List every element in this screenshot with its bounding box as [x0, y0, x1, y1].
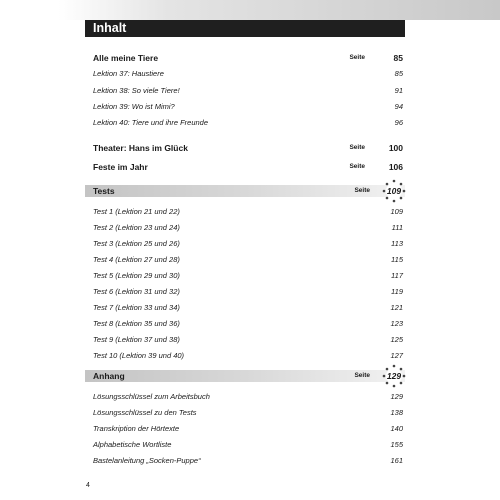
toc-page-number: 85: [394, 69, 403, 78]
toc-entry-title: Test 7 (Lektion 33 und 34): [93, 303, 180, 312]
toc-page-number: 113: [391, 239, 403, 248]
toc-page-number: 96: [394, 118, 403, 127]
toc-unit-feste[interactable]: [93, 160, 403, 174]
page-badge-tests: [382, 179, 406, 203]
toc-lesson-item[interactable]: [93, 116, 403, 130]
seite-label: Seite: [349, 144, 365, 151]
toc-entry-title: Alphabetische Wortliste: [93, 440, 172, 449]
toc-test-item[interactable]: [93, 221, 403, 235]
header-gradient-band: [58, 0, 500, 20]
toc-entry-title: Feste im Jahr: [93, 162, 148, 172]
seite-label: Seite: [354, 372, 370, 379]
toc-appendix-item[interactable]: [93, 454, 403, 468]
section-header-tests[interactable]: [85, 185, 405, 197]
toc-lesson-item[interactable]: [93, 100, 403, 114]
toc-test-item[interactable]: [93, 301, 403, 315]
toc-page-number: 109: [390, 207, 403, 216]
toc-page-number: 161: [390, 456, 403, 465]
toc-page-number: 123: [390, 319, 403, 328]
toc-appendix-item[interactable]: [93, 406, 403, 420]
toc-page-number: 115: [391, 255, 403, 264]
toc-page-number: 121: [390, 303, 403, 312]
toc-entry-title: Test 4 (Lektion 27 und 28): [93, 255, 180, 264]
toc-entry-title: Alle meine Tiere: [93, 53, 159, 63]
toc-entry-title: Lektion 40: Tiere und ihre Freunde: [93, 118, 209, 127]
section-page-number: 129: [386, 371, 402, 381]
toc-unit-alle-meine-tiere[interactable]: [93, 51, 403, 65]
toc-entry-title: Theater: Hans im Glück: [93, 143, 188, 153]
toc-appendix-item[interactable]: [93, 422, 403, 436]
section-title: Tests: [93, 186, 115, 196]
toc-entry-title: Test 1 (Lektion 21 und 22): [93, 207, 180, 216]
toc-entry-title: Transkription der Hörtexte: [93, 424, 180, 433]
section-page-number: 109: [386, 186, 402, 196]
toc-entry-title: Bastelanleitung „Socken-Puppe“: [93, 456, 201, 465]
toc-entry-title: Lösungsschlüssel zu den Tests: [93, 408, 197, 417]
toc-entry-title: Lektion 37: Haustiere: [93, 69, 164, 78]
section-title: Anhang: [93, 371, 125, 381]
toc-entry-title: Test 3 (Lektion 25 und 26): [93, 239, 180, 248]
toc-entry-title: Test 8 (Lektion 35 und 36): [93, 319, 180, 328]
toc-entry-title: Test 9 (Lektion 37 und 38): [93, 335, 180, 344]
toc-page-number: 117: [391, 271, 403, 280]
toc-entry-title: Lektion 38: So viele Tiere!: [93, 86, 180, 95]
section-header-anhang[interactable]: [85, 370, 405, 382]
toc-test-item[interactable]: [93, 237, 403, 251]
toc-lesson-item[interactable]: [93, 84, 403, 98]
toc-appendix-item[interactable]: [93, 390, 403, 404]
toc-page-number: 127: [390, 351, 403, 360]
toc-page-number: 111: [391, 223, 403, 232]
toc-page-number: 91: [394, 86, 403, 95]
toc-test-item[interactable]: [93, 317, 403, 331]
toc-test-item[interactable]: [93, 333, 403, 347]
toc-test-item[interactable]: [93, 285, 403, 299]
toc-entry-title: Test 10 (Lektion 39 und 40): [93, 351, 185, 360]
toc-page-number: 119: [391, 287, 403, 296]
toc-test-item[interactable]: [93, 253, 403, 267]
seite-label: Seite: [349, 54, 365, 61]
toc-page-number: 138: [390, 408, 403, 417]
page-badge-anhang: [382, 364, 406, 388]
toc-page-number: 85: [393, 53, 403, 63]
toc-appendix-item[interactable]: [93, 438, 403, 452]
toc-page-number: 106: [388, 162, 403, 172]
toc-test-item[interactable]: [93, 205, 403, 219]
page-title: Inhalt: [85, 20, 405, 37]
toc-entry-title: Test 6 (Lektion 31 und 32): [93, 287, 180, 296]
toc-page-number: 94: [394, 102, 403, 111]
toc-page-number: 155: [390, 440, 403, 449]
toc-entry-title: Lösungsschlüssel zum Arbeitsbuch: [93, 392, 210, 401]
toc-page-number: 100: [388, 143, 403, 153]
toc-entry-title: Lektion 39: Wo ist Mimi?: [93, 102, 175, 111]
page-number: 4: [86, 482, 90, 489]
toc-entry-title: Test 2 (Lektion 23 und 24): [93, 223, 180, 232]
seite-label: Seite: [349, 163, 365, 170]
toc-entry-title: Test 5 (Lektion 29 und 30): [93, 271, 180, 280]
toc-lesson-item[interactable]: [93, 67, 403, 81]
seite-label: Seite: [354, 187, 370, 194]
toc-page-number: 125: [390, 335, 403, 344]
toc-unit-theater[interactable]: [93, 141, 403, 155]
toc-test-item[interactable]: [93, 269, 403, 283]
toc-test-item[interactable]: [93, 349, 403, 363]
toc-page-number: 129: [390, 392, 403, 401]
toc-page-number: 140: [390, 424, 403, 433]
